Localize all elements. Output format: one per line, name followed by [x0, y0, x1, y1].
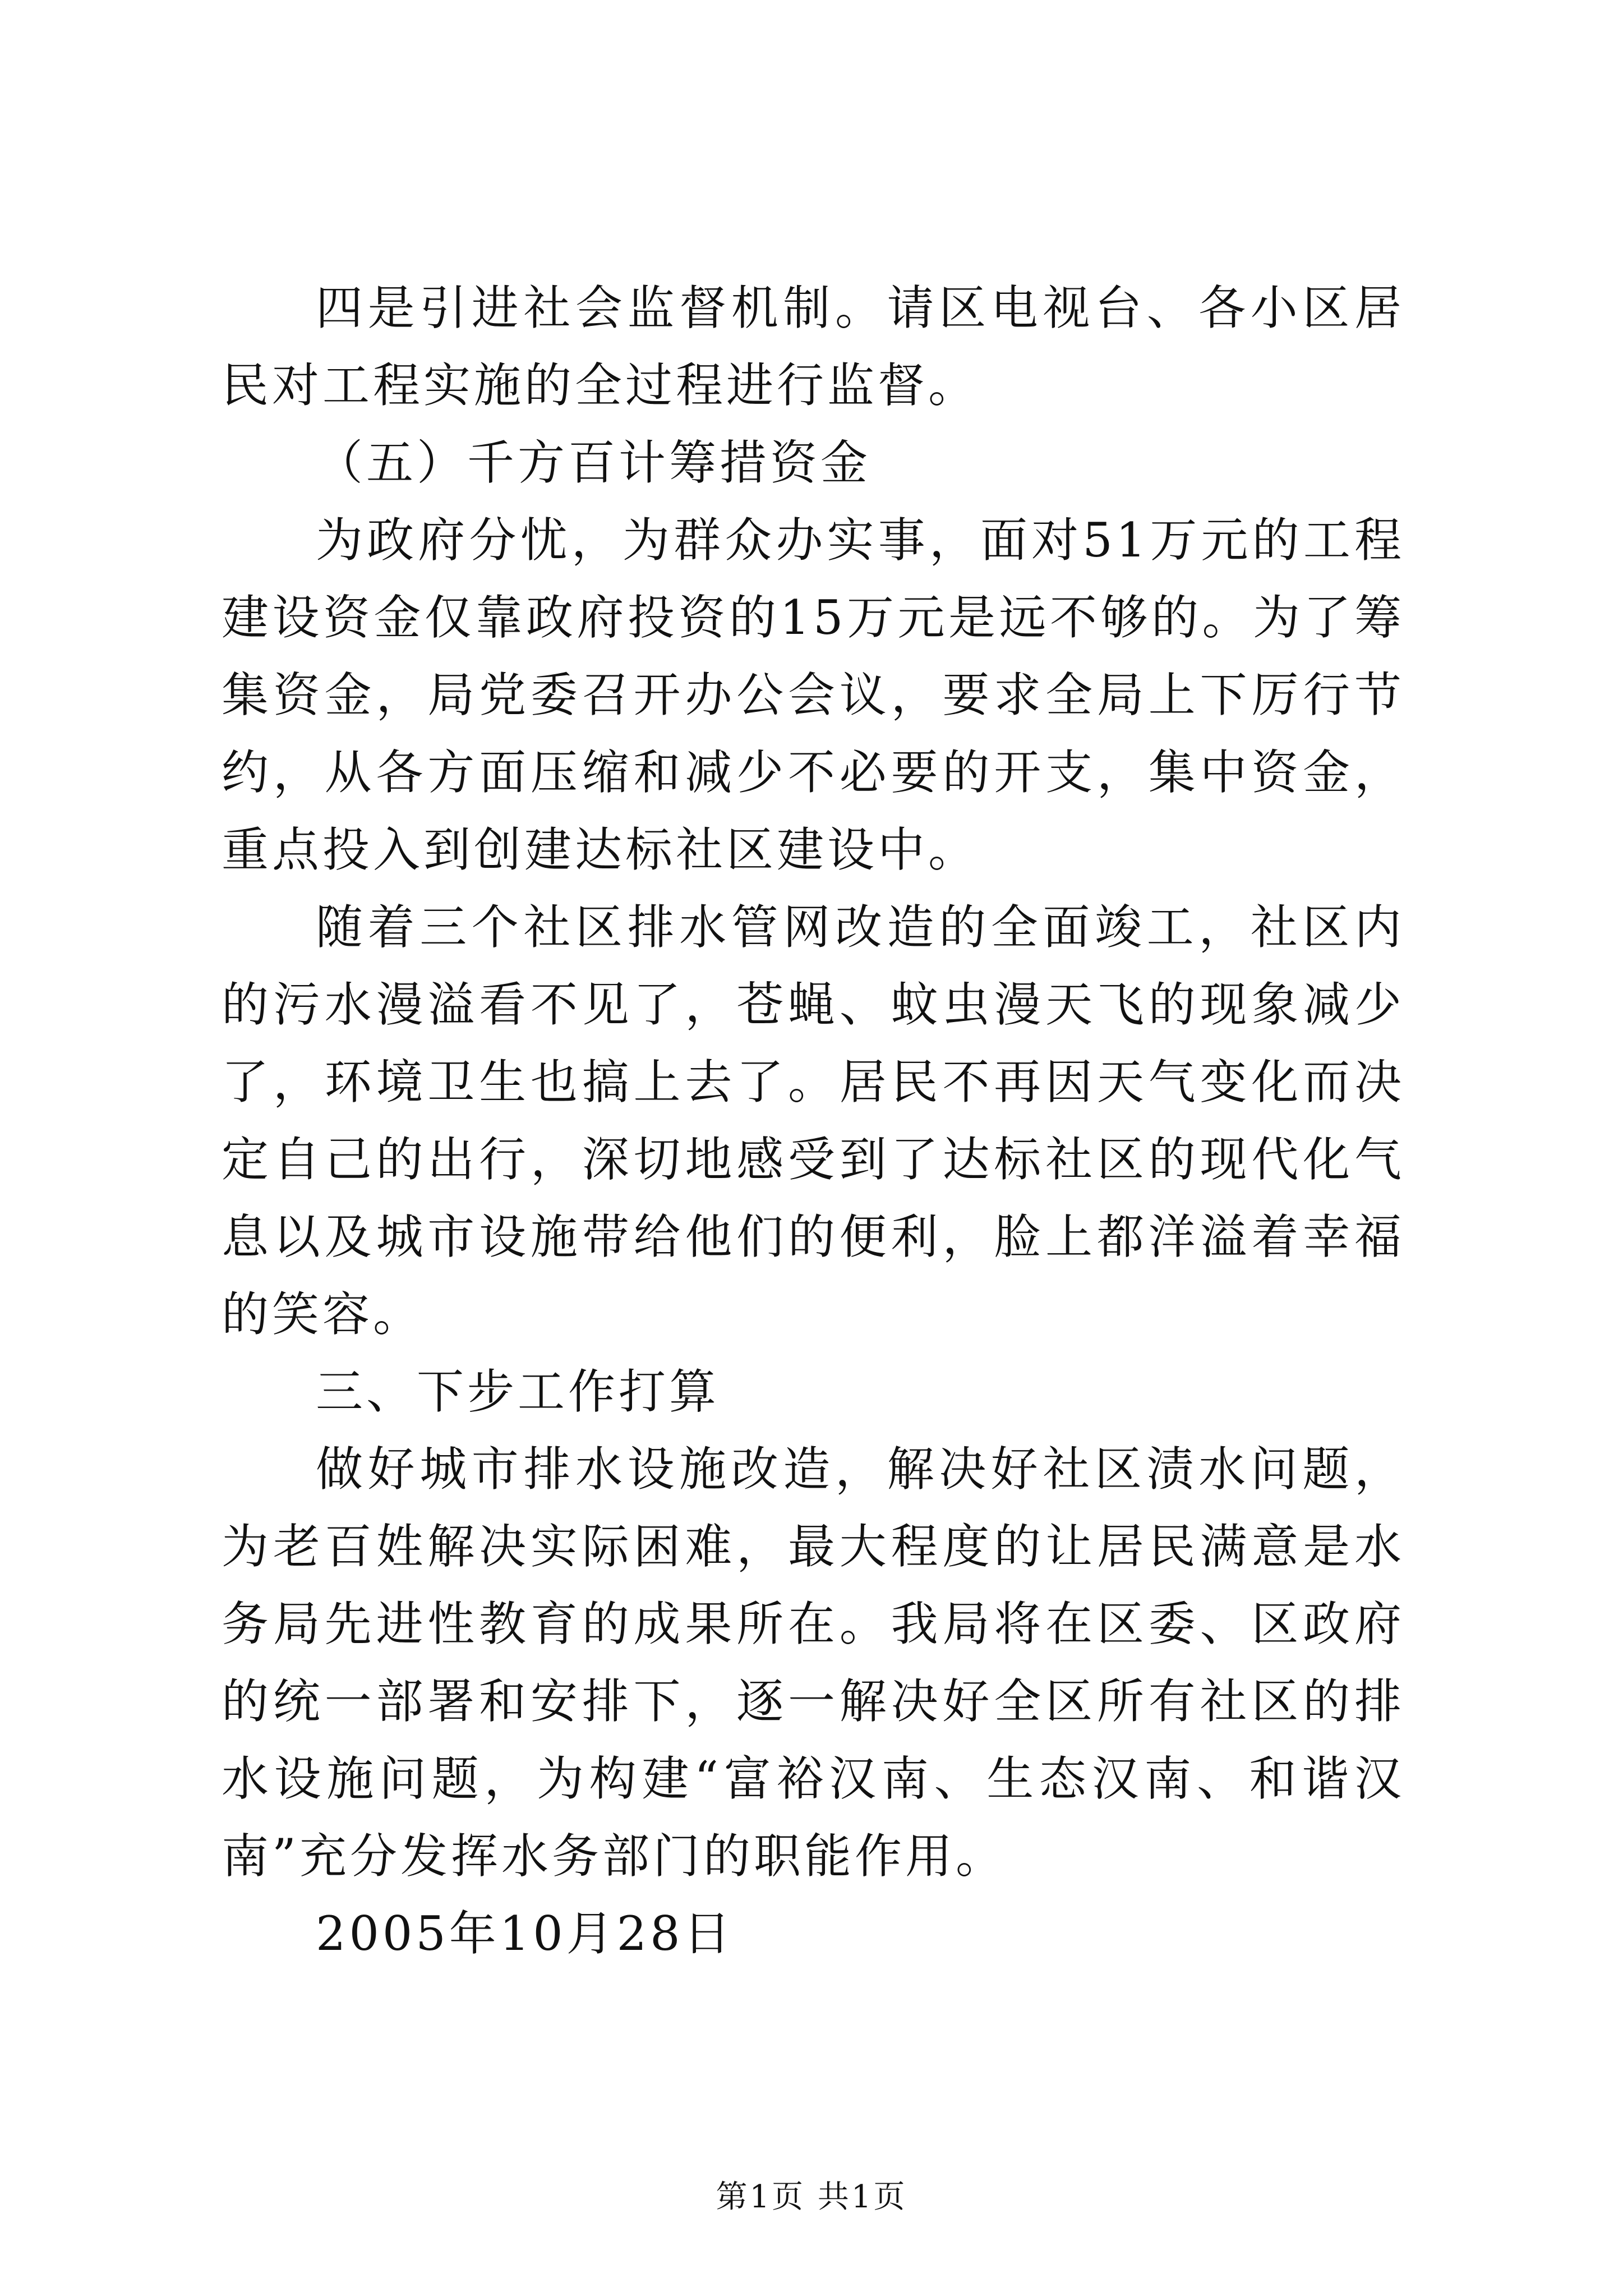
- section-heading-next-steps: 三、下步工作打算: [316, 1364, 720, 1419]
- paragraph-results: 随着三个社区排水管网改造的全面竣工，社区内的污水漫溢看不见了，苍蝇、蚊虫漫天飞的现象减少了，环境卫生也搞上去了。居民不再因天气变化而决定自己的出行，深切地感受到了达标社区的现代化气息以及城市设施带给他们的便利，脸上都洋溢着幸福的笑容。: [222, 900, 1405, 1342]
- paragraph-funding: 为政府分忧，为群众办实事，面对51万元的工程建设资金仅靠政府投资的15万元是远不够的。为了筹集资金，局党委召开办公会议，要求全局上下厉行节约，从各方面压缩和减少不必要的开支，集中资金，重点投入到创建达标社区建设中。: [222, 513, 1405, 877]
- document-date: 2005年10月28日: [316, 1906, 734, 1961]
- paragraph-supervision: 四是引进社会监督机制。请区电视台、各小区居民对工程实施的全过程进行监督。: [222, 280, 1405, 413]
- document-body: [222, 269, 1405, 1972]
- page-footer: 第1页 共1页: [716, 2179, 907, 2215]
- paragraph-next-steps: 做好城市排水设施改造，解决好社区渍水问题，为老百姓解决实际困难，最大程度的让居民满意是水务局先进性教育的成果所在。我局将在区委、区政府的统一部署和安排下，逐一解决好全区所有社区的排水设施问题，为构建“富裕汉南、生态汉南、和谐汉南”充分发挥水务部门的职能作用。: [222, 1442, 1405, 1884]
- section-heading-funding: （五）千方百计筹措资金: [316, 435, 872, 490]
